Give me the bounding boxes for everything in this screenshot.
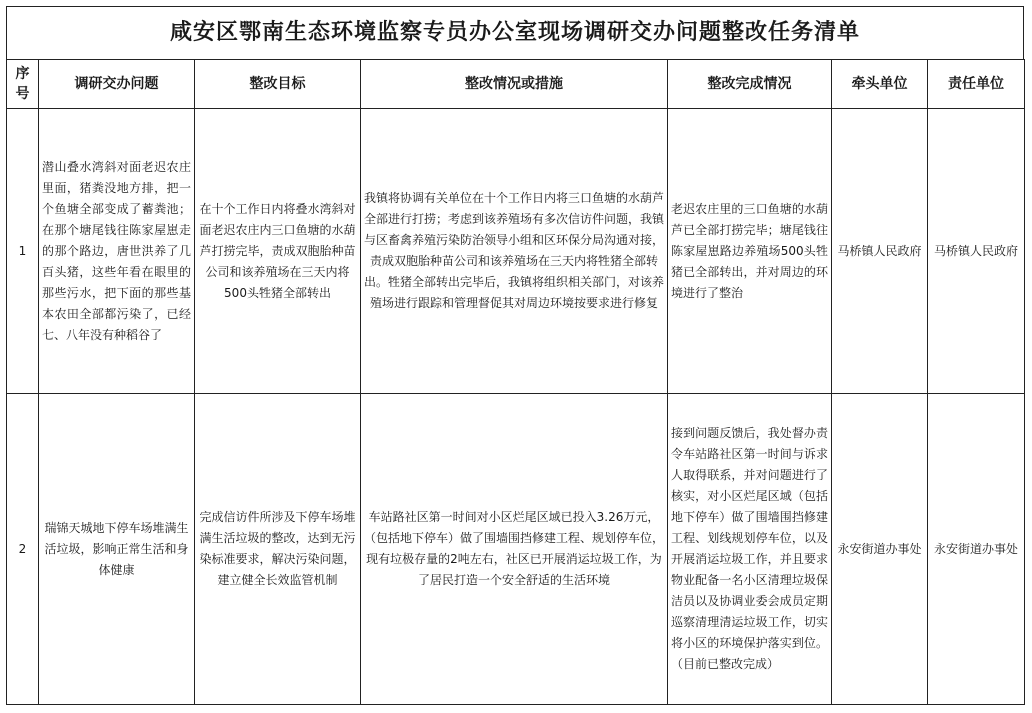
- table-header-row: [7, 60, 1025, 109]
- issue-cell: 潜山叠水湾斜对面老迟农庄里面，猪粪没地方排，把一个鱼塘全部变成了蓄粪池；在那个塘尾钱往陈家屋崽走的那个路边，唐世洪养了几百头猪，这些年看在眼里的那些污水，把下面的那些基本农田全部都污染了，已经七、八年没有种稻谷了: [39, 109, 195, 394]
- header-issue: 调研交办问题: [39, 60, 195, 109]
- header-no: 序号: [7, 60, 39, 109]
- row-number: 1: [7, 109, 39, 394]
- responsible-unit-cell: 马桥镇人民政府: [928, 109, 1025, 394]
- responsible-unit-cell: 永安街道办事处: [928, 394, 1025, 705]
- completion-cell: 老迟农庄里的三口鱼塘的水葫芦已全部打捞完毕；塘尾钱往陈家屋崽路边养殖场500头牲猪已全部转出，并对周边的环境进行了整治: [668, 109, 832, 394]
- document-title: 咸安区鄂南生态环境监察专员办公室现场调研交办问题整改任务清单: [6, 6, 1024, 59]
- issue-cell: 瑞锦天城地下停车场堆满生活垃圾，影响正常生活和身体健康: [39, 394, 195, 705]
- header-completion: 整改完成情况: [668, 60, 832, 109]
- header-measures: 整改情况或措施: [361, 60, 668, 109]
- document-page: [6, 6, 1024, 705]
- measures-cell: 车站路社区第一时间对小区烂尾区域已投入3.26万元，（包括地下停车）做了围墙围挡修建工程、规划停车位，现有垃极存量的2吨左右，社区已开展消运垃圾工作，为了居民打造一个安全舒适的生活环境: [361, 394, 668, 705]
- table-row: [7, 394, 1025, 705]
- measures-cell: 我镇将协调有关单位在十个工作日内将三口鱼塘的水葫芦全部进行打捞；考虑到该养殖场有多次信访件问题，我镇与区畜禽养殖污染防治领导小组和区环保分局沟通对接，责成双胞胎种苗公司和该养殖场在三天内将牲猪全部转出。牲猪全部转出完毕后，我镇将组织相关部门，对该养殖场进行跟踪和管理督促其对周边环境按要求进行修复: [361, 109, 668, 394]
- lead-unit-cell: 永安街道办事处: [832, 394, 928, 705]
- goal-cell: 完成信访件所涉及下停车场堆满生活垃圾的整改，达到无污染标准要求，解决污染问题，建立健全长效监管机制: [195, 394, 361, 705]
- task-table: [6, 59, 1025, 705]
- header-goal: 整改目标: [195, 60, 361, 109]
- header-lead-unit: 牵头单位: [832, 60, 928, 109]
- goal-cell: 在十个工作日内将叠水湾斜对面老迟农庄内三口鱼塘的水葫芦打捞完毕，责成双胞胎种苗公司和该养殖场在三天内将500头牲猪全部转出: [195, 109, 361, 394]
- lead-unit-cell: 马桥镇人民政府: [832, 109, 928, 394]
- header-responsible-unit: 责任单位: [928, 60, 1025, 109]
- row-number: 2: [7, 394, 39, 705]
- table-row: [7, 109, 1025, 394]
- completion-cell: 接到问题反馈后，我处督办责令车站路社区第一时间与诉求人取得联系，并对问题进行了核实，对小区烂尾区域（包括地下停车）做了围墙围挡修建工程、划线规划停车位，以及开展消运垃圾工作，并且要求物业配备一名小区清理垃圾保洁员以及协调业委会成员定期巡察清理清运垃圾工作，切实将小区的环境保护落实到位。（目前已整改完成）: [668, 394, 832, 705]
